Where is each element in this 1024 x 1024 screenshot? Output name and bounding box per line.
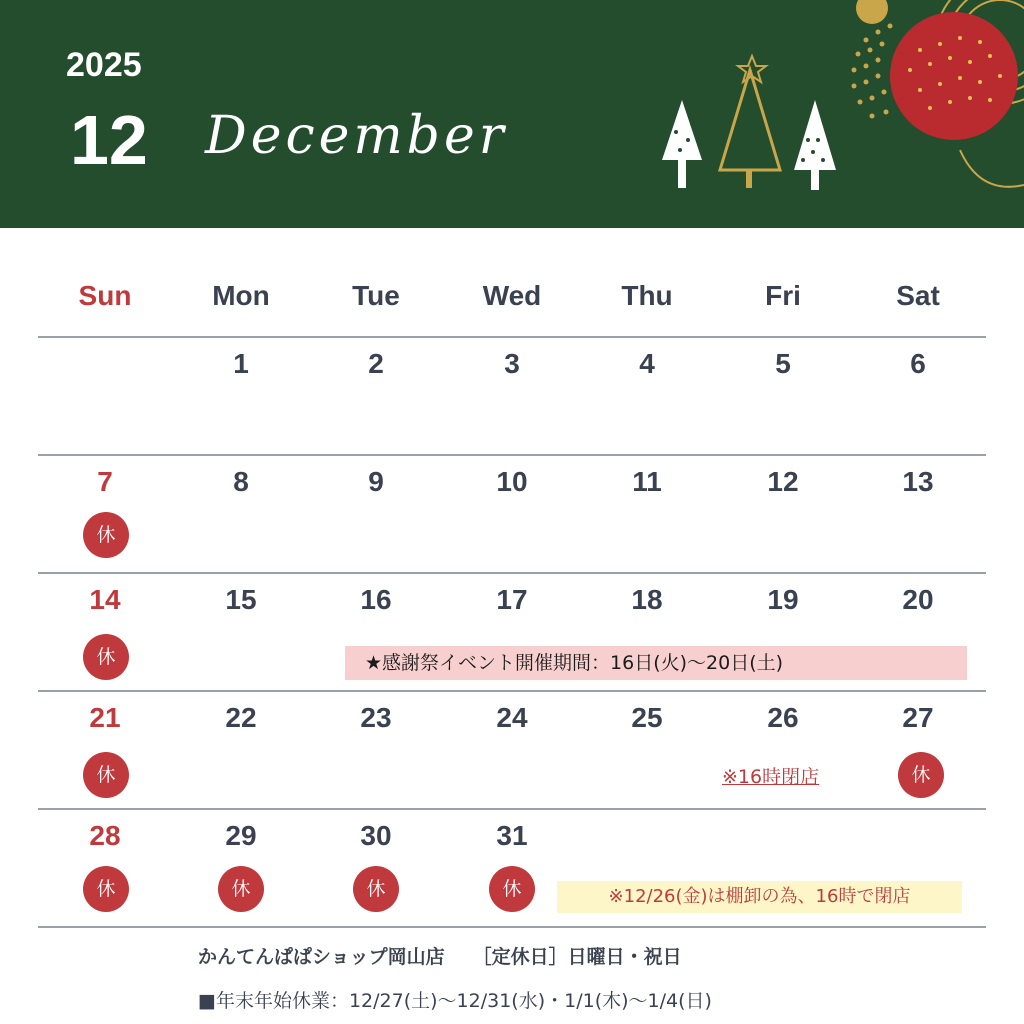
weekday-tue: Tue bbox=[352, 280, 400, 311]
day-cell: 28 bbox=[89, 820, 121, 851]
day-cell: 11 bbox=[632, 466, 662, 497]
day-cell: 2 bbox=[368, 348, 384, 379]
day-cell: 15 bbox=[225, 584, 257, 615]
day-cell: 1 bbox=[233, 348, 249, 379]
day-cell: 9 bbox=[368, 466, 384, 497]
event-period-banner: ★感謝祭イベント開催期間：16日(火)〜20日(土) bbox=[345, 646, 967, 680]
gold-arc-icon bbox=[960, 150, 1024, 187]
day-cell: 12 bbox=[767, 466, 799, 497]
day-cell: 17 bbox=[496, 584, 528, 615]
day-cell: 30 bbox=[360, 820, 392, 851]
divider bbox=[38, 572, 986, 574]
day-cell: 3 bbox=[504, 348, 520, 379]
day-cell: 26 bbox=[767, 702, 799, 733]
day-cell: 6 bbox=[910, 348, 926, 379]
weekday-sat: Sat bbox=[896, 280, 940, 311]
day-cell: 8 bbox=[233, 466, 249, 497]
day-cell: 22 bbox=[225, 702, 257, 733]
day-cell: 24 bbox=[496, 702, 528, 733]
day-cell: 25 bbox=[631, 702, 663, 733]
dotted-circle-icon bbox=[852, 24, 893, 119]
day-cell: 19 bbox=[767, 584, 799, 615]
dotted-tree-icon bbox=[794, 100, 836, 190]
gold-tree-icon bbox=[720, 56, 780, 188]
day-cell: 5 bbox=[775, 348, 791, 379]
month-number: 12 bbox=[70, 101, 148, 179]
month-name: December bbox=[205, 106, 508, 166]
day-cell: 4 bbox=[639, 348, 655, 379]
day-cell: 13 bbox=[902, 466, 934, 497]
weekday-fri: Fri bbox=[765, 280, 801, 311]
holiday-badge: 休 bbox=[83, 752, 129, 798]
weekday-wed: Wed bbox=[482, 280, 542, 311]
holiday-badge: 休 bbox=[218, 866, 264, 912]
day-cell: 20 bbox=[902, 584, 934, 615]
inventory-notice: ※12/26(金)は棚卸の為、16時で閉店 bbox=[557, 881, 962, 913]
gold-dot-icon bbox=[856, 0, 888, 24]
year-label: 2025 bbox=[66, 46, 142, 84]
holiday-badge: 休 bbox=[83, 634, 129, 680]
holiday-badge: 休 bbox=[353, 866, 399, 912]
divider bbox=[38, 808, 986, 810]
shop-info bbox=[198, 942, 682, 969]
day-cell: 16 bbox=[360, 584, 392, 615]
day-cell: 14 bbox=[89, 584, 121, 615]
holiday-badge: 休 bbox=[83, 512, 129, 558]
divider bbox=[38, 926, 986, 928]
holiday-badge: 休 bbox=[489, 866, 535, 912]
divider bbox=[38, 454, 986, 456]
weekday-sun: Sun bbox=[78, 280, 132, 311]
divider bbox=[38, 690, 986, 692]
christmas-decoration bbox=[640, 0, 1024, 228]
new-year-holiday: ■年末年始休業：12/27(土)〜12/31(水)・1/1(木)〜1/4(日) bbox=[198, 990, 712, 1012]
regular-holiday: ［定休日］日曜日・祝日 bbox=[472, 946, 682, 968]
holiday-badge: 休 bbox=[898, 752, 944, 798]
weekday-mon: Mon bbox=[212, 280, 270, 311]
day-cell: 27 bbox=[902, 702, 934, 733]
shop-name: かんてんぱぱショップ岡山店 bbox=[198, 946, 445, 968]
day-cell: 18 bbox=[631, 584, 663, 615]
day-cell: 10 bbox=[496, 466, 528, 497]
holiday-badge: 休 bbox=[83, 866, 129, 912]
day-cell: 7 bbox=[97, 466, 113, 497]
day-cell: 23 bbox=[360, 702, 392, 733]
day-cell: 21 bbox=[89, 702, 121, 733]
day-cell: 31 bbox=[496, 820, 528, 851]
calendar-header bbox=[0, 0, 1024, 228]
early-close-note: ※16時閉店 bbox=[722, 766, 820, 788]
day-cell: 29 bbox=[225, 820, 257, 851]
white-tree-icon bbox=[662, 100, 702, 188]
weekday-thu: Thu bbox=[621, 280, 673, 311]
divider bbox=[38, 336, 986, 338]
